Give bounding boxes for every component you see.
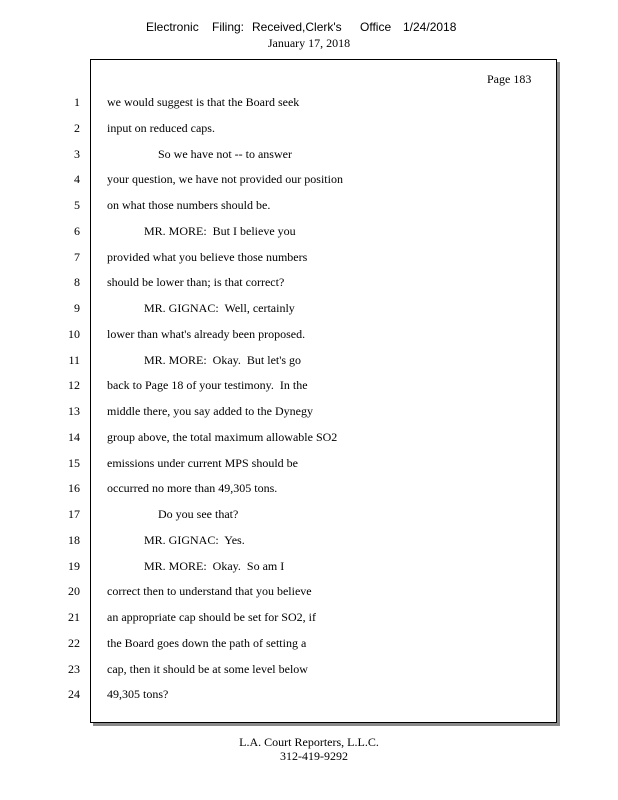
line-number: 13 xyxy=(68,404,80,418)
line-number: 11 xyxy=(68,353,80,367)
line-text: MR. GIGNAC: Well, certainly xyxy=(144,301,295,315)
line-text: MR. GIGNAC: Yes. xyxy=(144,533,245,547)
line-text: occurred no more than 49,305 tons. xyxy=(107,481,278,495)
line-text: your question, we have not provided our position xyxy=(107,172,343,186)
line-number: 12 xyxy=(68,378,80,392)
page-number: Page 183 xyxy=(487,72,532,86)
line-number: 4 xyxy=(74,172,80,186)
line-number: 3 xyxy=(74,147,80,161)
line-text: provided what you believe those numbers xyxy=(107,250,308,264)
footer-phone: 312-419-9292 xyxy=(280,749,348,763)
filing-stamp-word: Office xyxy=(360,20,392,34)
line-number: 15 xyxy=(68,456,80,470)
document-date: January 17, 2018 xyxy=(267,36,351,50)
line-number: 16 xyxy=(68,481,80,495)
line-text: Do you see that? xyxy=(158,507,239,521)
line-text: input on reduced caps. xyxy=(107,121,215,135)
line-text: group above, the total maximum allowable SO2 xyxy=(107,430,338,444)
line-number: 6 xyxy=(74,224,80,238)
line-number: 21 xyxy=(68,610,80,624)
line-number: 7 xyxy=(74,250,80,264)
line-number: 8 xyxy=(74,275,80,289)
line-text: should be lower than; is that correct? xyxy=(107,275,285,289)
line-text: MR. MORE: Okay. But let's go xyxy=(144,353,302,367)
line-text: on what those numbers should be. xyxy=(107,198,271,212)
line-text: MR. MORE: Okay. So am I xyxy=(144,559,285,573)
line-number: 2 xyxy=(74,121,80,135)
line-number: 24 xyxy=(68,687,80,701)
line-number: 23 xyxy=(68,662,80,676)
line-text: MR. MORE: But I believe you xyxy=(144,224,296,238)
filing-stamp-word: Received,Clerk's xyxy=(252,20,342,34)
line-text: middle there, you say added to the Dynegy xyxy=(107,404,313,418)
filing-stamp-word: Electronic xyxy=(146,20,199,34)
line-number: 1 xyxy=(74,95,80,109)
line-number: 17 xyxy=(68,507,80,521)
line-text: correct then to understand that you believe xyxy=(107,584,312,598)
line-text: the Board goes down the path of setting a xyxy=(107,636,307,650)
line-text: an appropriate cap should be set for SO2, if xyxy=(107,610,316,624)
line-number: 5 xyxy=(74,198,80,212)
filing-stamp-date: 1/24/2018 xyxy=(403,20,457,34)
line-number: 14 xyxy=(68,430,80,444)
line-text: back to Page 18 of your testimony. In the xyxy=(107,378,308,392)
line-text: emissions under current MPS should be xyxy=(107,456,298,470)
line-number: 19 xyxy=(68,559,80,573)
line-number: 9 xyxy=(74,301,80,315)
filing-stamp-word: Filing: xyxy=(212,20,245,34)
line-number: 22 xyxy=(68,636,80,650)
line-text: So we have not -- to answer xyxy=(158,147,292,161)
line-text: we would suggest is that the Board seek xyxy=(107,95,300,109)
line-number: 10 xyxy=(68,327,80,341)
filing-stamp xyxy=(0,20,618,36)
line-text: lower than what's already been proposed. xyxy=(107,327,306,341)
line-text: 49,305 tons? xyxy=(107,687,169,701)
line-number: 20 xyxy=(68,584,80,598)
line-text: cap, then it should be at some level below xyxy=(107,662,308,676)
footer-company: L.A. Court Reporters, L.L.C. xyxy=(239,735,379,749)
line-number: 18 xyxy=(68,533,80,547)
